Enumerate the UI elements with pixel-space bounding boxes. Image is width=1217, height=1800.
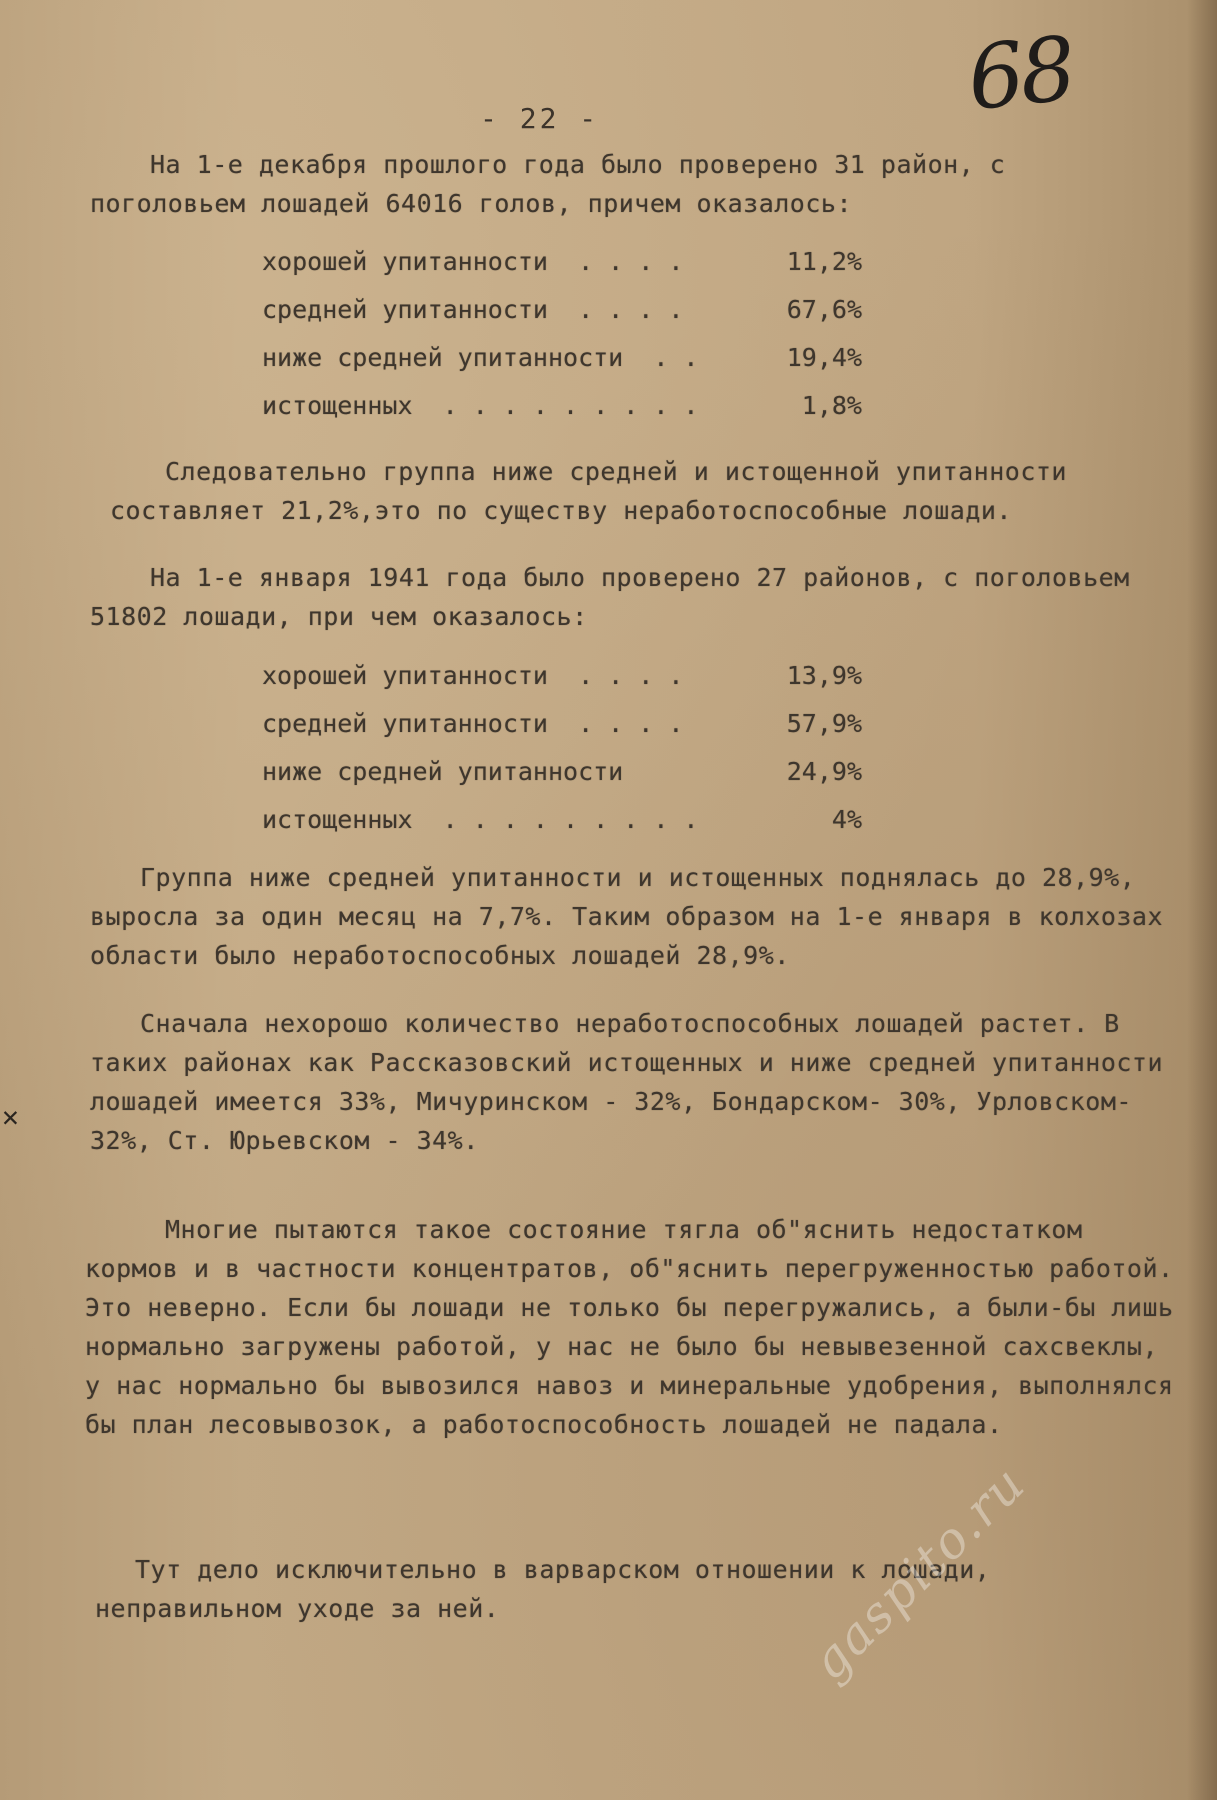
table-row	[262, 238, 862, 286]
row-value: 24,9%	[786, 757, 862, 786]
table-row	[262, 286, 862, 334]
paragraph-final-note: Тут дело исключительно в варварском отношении к лошади, неправильном уходе за ней.	[95, 1555, 991, 1623]
row-label: истощенных . . . . . . . . .	[262, 391, 699, 420]
row-label: ниже средней упитанности . .	[262, 343, 699, 372]
row-label: ниже средней упитанности	[262, 757, 624, 786]
row-label: хорошей упитанности . . . .	[262, 247, 684, 276]
paragraph-december-inspection: На 1-е декабря прошлого года было проверено 31 район, с поголовьем лошадей 64016 голов, причем оказалось:	[90, 150, 1006, 218]
table-row	[262, 382, 862, 430]
row-value: 4%	[831, 805, 862, 834]
paragraph-district-figures: Сначала нехорошо количество неработоспособных лошадей растет. В таких районах как Рассказовский истощенных и ниже средней упитанности лошадей имеется 33%, Мичуринском - 32%, Бондарском- 30%, Урловском- 32%, Ст. Юрьевском - 34%.	[90, 1009, 1164, 1155]
table-row	[262, 796, 862, 844]
condition-table-december	[262, 238, 862, 430]
row-value: 1,8%	[801, 391, 862, 420]
paragraph-group-growth: Группа ниже средней упитанности и истощенных поднялась до 28,9%, выросла за один месяц на 7,7%. Таким образом на 1-е января в колхозах области было неработоспособных лошадей 28,9%.	[90, 863, 1164, 970]
condition-table-january	[262, 652, 862, 844]
margin-mark: ✕	[2, 1100, 19, 1133]
row-value: 13,9%	[786, 661, 862, 690]
row-label: хорошей упитанности . . . .	[262, 661, 684, 690]
table-row	[262, 652, 862, 700]
table-row	[262, 748, 862, 796]
row-value: 57,9%	[786, 709, 862, 738]
row-label: истощенных . . . . . . . . .	[262, 805, 699, 834]
page-edge-shadow	[1187, 0, 1217, 1800]
row-label: средней упитанности . . . .	[262, 295, 684, 324]
row-label: средней упитанности . . . .	[262, 709, 684, 738]
table-row	[262, 334, 862, 382]
row-value: 11,2%	[786, 247, 862, 276]
archive-sheet-number: 68	[962, 16, 1078, 131]
paragraph-conclusion-december: Следовательно группа ниже средней и истощенной упитанности составляет 21,2%,это по существу неработоспособные лошади.	[110, 457, 1067, 525]
page-number: - 22 -	[480, 102, 600, 135]
table-row	[262, 700, 862, 748]
row-value: 19,4%	[786, 343, 862, 372]
watermark: gaspito.ru	[800, 1454, 1037, 1692]
row-value: 67,6%	[786, 295, 862, 324]
paragraph-january-inspection: На 1-е января 1941 года было проверено 27 районов, с поголовьем 51802 лошади, при чем оказалось:	[90, 563, 1130, 631]
paragraph-explanation: Многие пытаются такое состояние тягла об"яснить недостатком кормов и в частности концентратов, об"яснить перегруженностью работой. Это неверно. Если бы лошади не только бы перегружались, а были-бы лишь нормально загружены работой, у нас не было бы невывезенной сахсвеклы, у нас нормально бы вывозился навоз и минеральные удобрения, выполнялся бы план лесовывозок, а работоспособность лошадей не падала.	[85, 1215, 1174, 1439]
